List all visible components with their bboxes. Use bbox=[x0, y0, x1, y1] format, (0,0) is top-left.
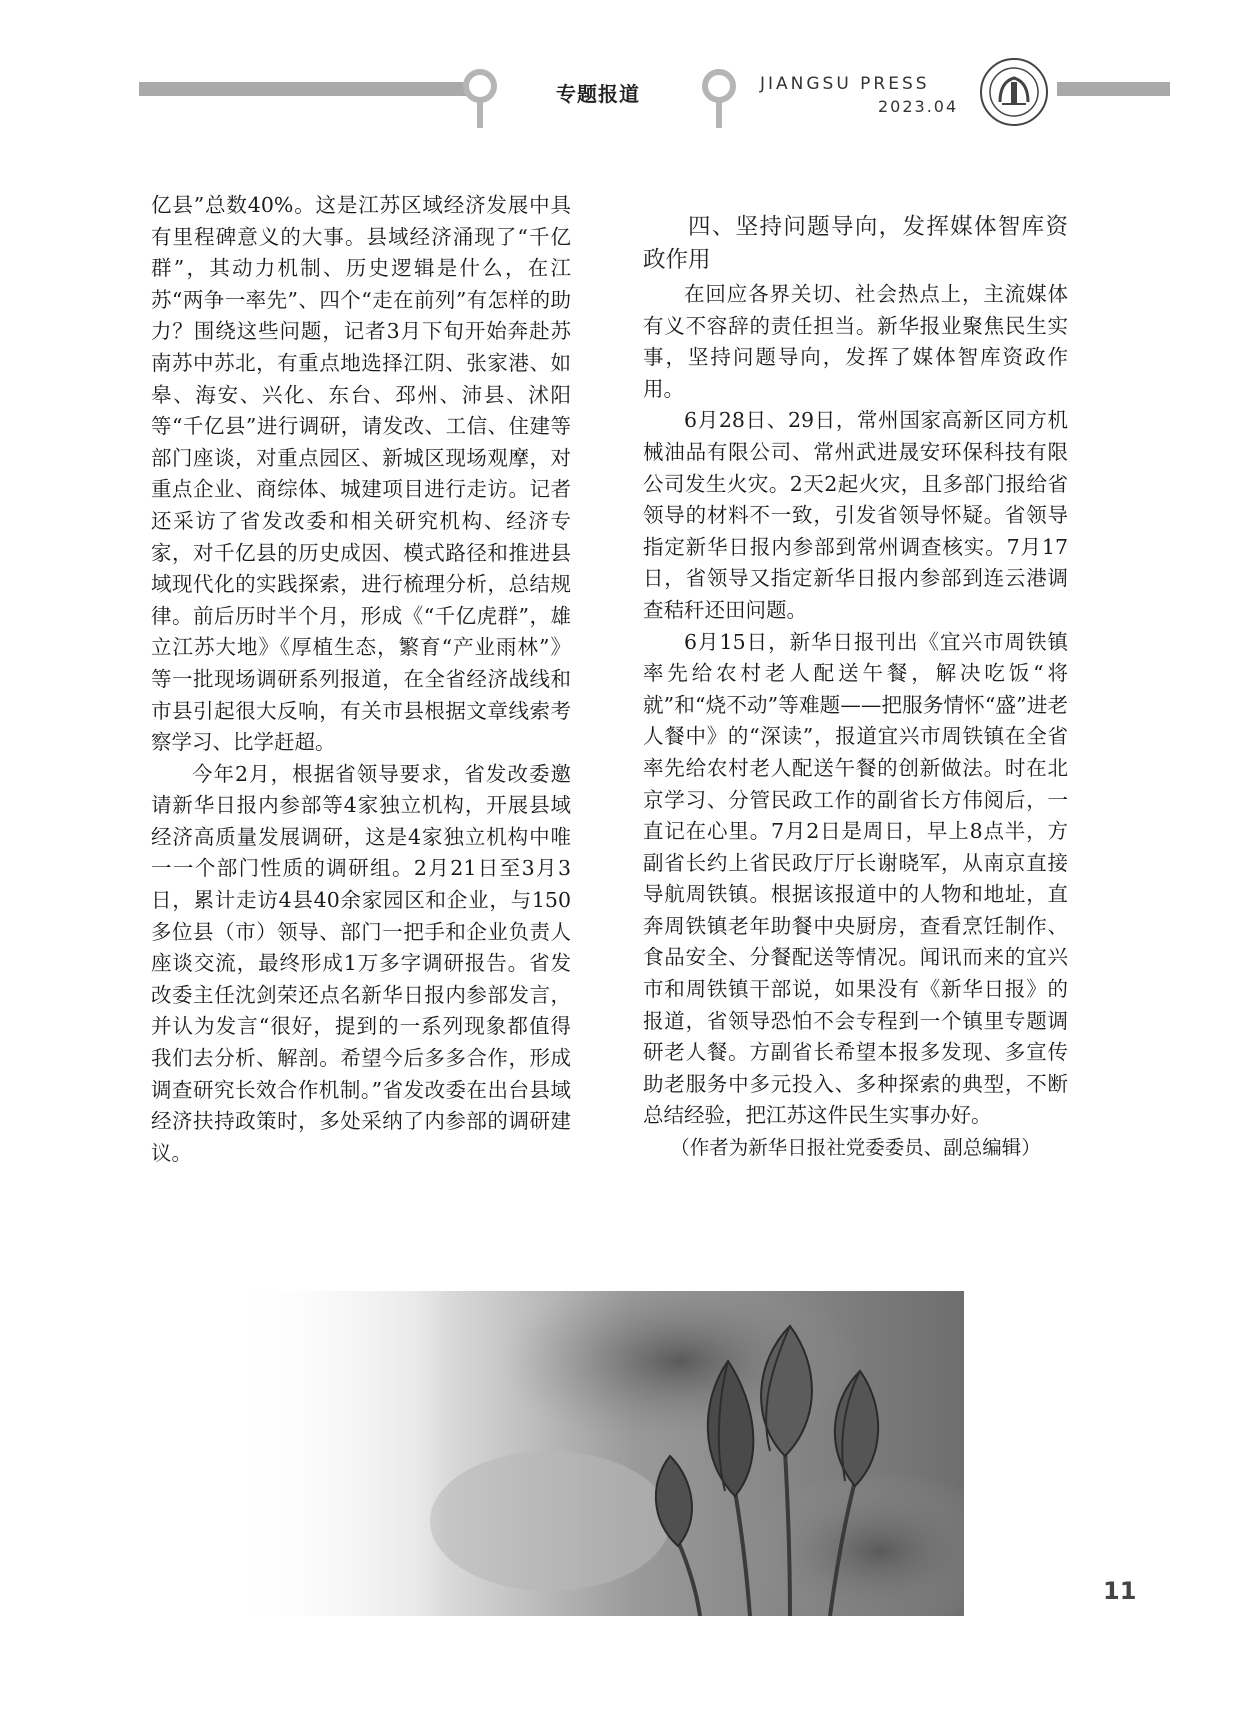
lotus-photo bbox=[230, 1291, 964, 1616]
paragraph: 6月28日、29日，常州国家高新区同方机械油品有限公司、常州武进晟安环保科技有限公司发生火灾。2天2起火灾，且多部门报给省领导的材料不一致，引发省领导怀疑。省领导指定新华日报内参部到常州调查核实。7月17日，省领导又指定新华日报内参部到连云港调查秸秆还田问题。 bbox=[643, 408, 1068, 622]
right-column bbox=[643, 211, 1068, 1164]
paragraph: 亿县”总数40%。这是江苏区域经济发展中具有里程碑意义的大事。县域经济涌现了“千亿群”，其动力机制、历史逻辑是什么，在江苏“两争一率先”、四个“走在前列”有怎样的助力？围绕这些问题，记者3月下旬开始奔赴苏南苏中苏北，有重点地选择江阴、张家港、如皋、海安、兴化、东台、邳州、沛县、沭阳等“千亿县”进行调研，请发改、工信、住建等部门座谈，对重点园区、新城区现场观摩，对重点企业、商综体、城建项目进行走访。记者还采访了省发改委和相关研究机构、经济专家，对千亿县的历史成因、模式路径和推进县域现代化的实践探索，进行梳理分析，总结规律。前后历时半个月，形成《“千亿虎群”，雄立江苏大地》《厚植生态，繁育“产业雨林”》等一批现场调研系列报道，在全省经济战线和市县引起很大反响，有关市县根据文章线索考察学习、比学赶超。 bbox=[151, 193, 571, 755]
magazine-name: JIANGSU PRESS bbox=[760, 74, 930, 94]
author-note: （作者为新华日报社党委委员、副总编辑） bbox=[670, 1136, 1041, 1160]
header-bar-left bbox=[139, 82, 469, 96]
map-pin-icon bbox=[460, 68, 500, 130]
map-pin-icon bbox=[699, 68, 739, 130]
paragraph: 今年2月，根据省领导要求，省发改委邀请新华日报内参部等4家独立机构，开展县域经济高质量发展调研，这是4家独立机构中唯一一个部门性质的调研组。2月21日至3月3日，累计走访4县40余家园区和企业，与150多位县（市）领导、部门一把手和企业负责人座谈交流，最终形成1万多字调研报告。省发改委主任沈剑荣还点名新华日报内参部发言，并认为发言“很好，提到的一系列现象都值得我们去分析、解剖。希望今后多多合作，形成调查研究长效合作机制。”省发改委在出台县域经济扶持政策时，多处采纳了内参部的调研建议。 bbox=[151, 761, 571, 1165]
page-number: 11 bbox=[1103, 1577, 1137, 1605]
section-title: 专题报道 bbox=[556, 82, 640, 106]
left-column bbox=[151, 190, 571, 1169]
header-bar-right bbox=[1057, 82, 1170, 96]
issue-number: 2023.04 bbox=[878, 97, 959, 116]
paragraph: 在回应各界关切、社会热点上，主流媒体有义不容辞的责任担当。新华报业聚焦民生实事，坚持问题导向，发挥了媒体智库资政作用。 bbox=[643, 282, 1068, 401]
association-seal-icon bbox=[978, 56, 1050, 128]
paragraph: 6月15日，新华日报刊出《宜兴市周铁镇率先给农村老人配送午餐，解决吃饭“将就”和“烧不动”等难题——把服务情怀“盛”进老人餐中》的“深读”，报道宜兴市周铁镇在全省率先给农村老人配送午餐的创新做法。时在北京学习、分管民政工作的副省长方伟阅后，一直记在心里。7月2日是周日，早上8点半，方副省长约上省民政厅厅长谢晓军，从南京直接导航周铁镇。根据该报道中的人物和地址，直奔周铁镇老年助餐中央厨房，查看烹饪制作、食品安全、分餐配送等情况。闻讯而来的宜兴市和周铁镇干部说，如果没有《新华日报》的报道，省领导恐怕不会专程到一个镇里专题调研老人餐。方副省长希望本报多发现、多宣传助老服务中多元投入、多种探索的典型，不断总结经验，把江苏这件民生实事办好。 bbox=[643, 629, 1068, 1128]
section-heading: 四、坚持问题导向，发挥媒体智库资政作用 bbox=[643, 214, 1068, 273]
